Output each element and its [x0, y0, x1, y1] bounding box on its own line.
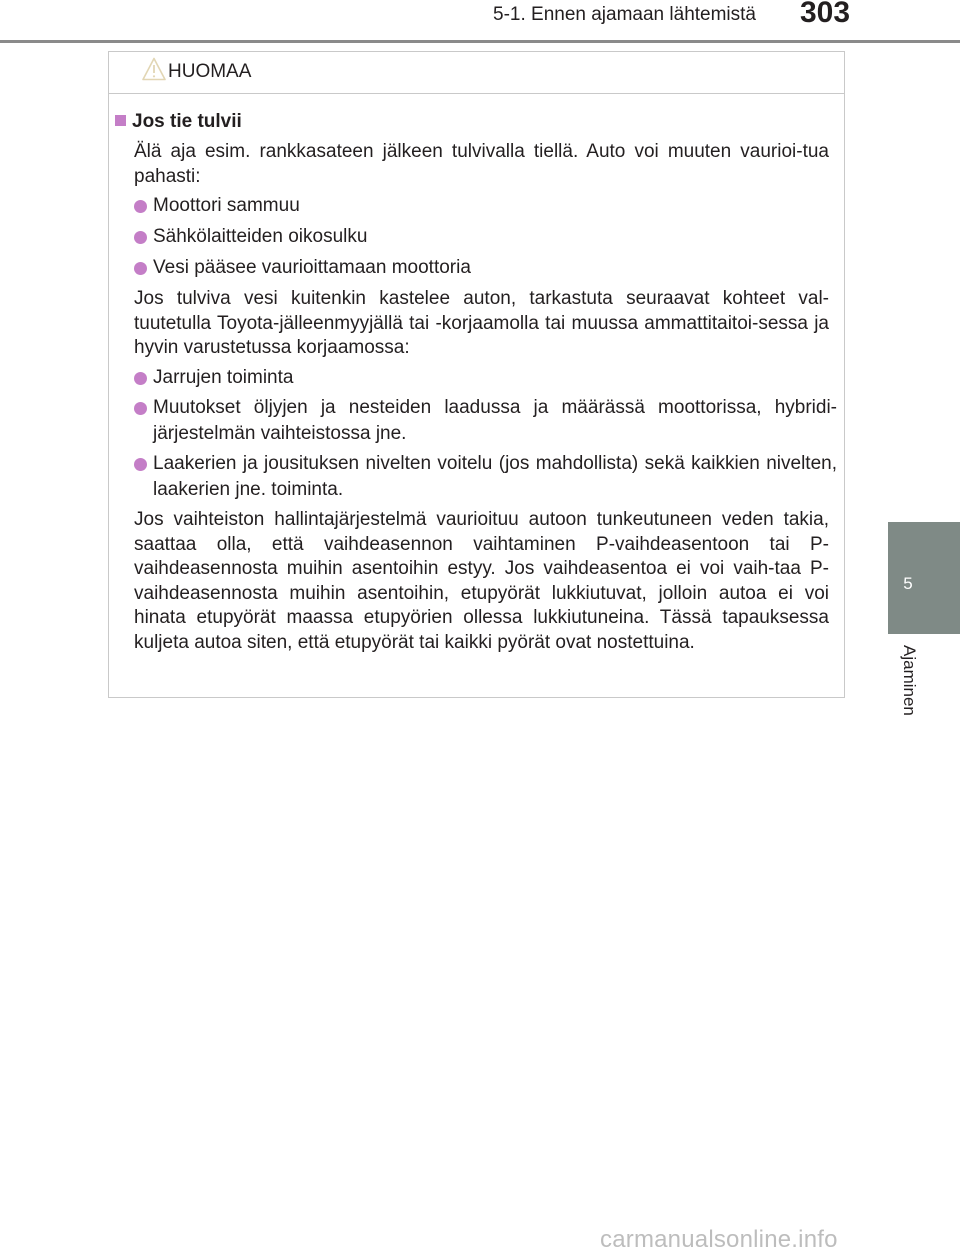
list-item-text: Moottori sammuu [153, 195, 300, 216]
list-item [134, 365, 837, 391]
intro-paragraph: Älä aja esim. rankkasateen jälkeen tulvivalla tiellä. Auto voi muuten vaurioi-tua pahasti: [134, 141, 829, 187]
list-item [134, 224, 837, 250]
list-item [134, 451, 837, 503]
subsection-title: Jos tie tulvii [132, 111, 242, 132]
notice-header [109, 52, 844, 94]
closing-paragraph: Jos vaihteiston hallintajärjestelmä vaurioituu autoon tunkeutuneen veden takia, saattaa olla, että vaihdeasennon vaihtaminen P-vaihdeasentoon tai P-vaihdeasennosta muihin asentoihin estyy. Jos vaihdeasentoa ei voi vaih-taa P-vaihdeasennosta muihin asentoihin, etupyörät lukkiutuvat, jolloin autoa ei voi hinata etupyörät maassa etupyörien ollessa lukkiutuneina. Tässä tapauksessa kuljeta autoa siten, että etupyörät tai kaikki pyörät ovat nostettuina. [134, 509, 829, 653]
list-item [134, 193, 837, 219]
subsection-heading [115, 111, 242, 133]
list-item-text: Jarrujen toiminta [153, 367, 294, 388]
list-item [134, 255, 837, 281]
list-item-text: Vesi pääsee vaurioittamaan moottoria [153, 257, 471, 278]
list-item-text: Muutokset öljyjen ja nesteiden laadussa ja määrässä moottorissa, hybridi-järjestelmän vaihteistossa jne. [153, 397, 837, 444]
page-number: 303 [800, 0, 851, 29]
section-title: 5-1. Ennen ajamaan lähtemistä [493, 4, 756, 25]
chapter-title: Ajaminen [900, 645, 919, 716]
notice-title: HUOMAA [168, 61, 252, 82]
chapter-number: 5 [903, 574, 913, 593]
square-bullet-icon [115, 115, 126, 126]
bullet-dot-icon [134, 200, 147, 213]
bullet-dot-icon [134, 458, 147, 471]
list-item [134, 395, 837, 447]
watermark: carmanualsonline.info [600, 1226, 838, 1253]
list-item-text: Sähkölaitteiden oikosulku [153, 226, 368, 247]
chapter-tab [888, 522, 960, 634]
bullet-dot-icon [134, 231, 147, 244]
bullet-dot-icon [134, 262, 147, 275]
middle-paragraph: Jos tulviva vesi kuitenkin kastelee auton, tarkastuta seuraavat kohteet val-tuutetulla Toyota-jälleenmyyjällä tai -korjaamolla tai muussa ammattitaitoi-sessa ja hyvin varustetussa korjaamossa: [134, 288, 829, 358]
notice-box [108, 51, 845, 698]
list-item-text: Laakerien ja jousituksen nivelten voitelu (jos mahdollista) sekä kaikkien nivelten, laakerien jne. toiminta. [153, 453, 837, 500]
bullet-dot-icon [134, 372, 147, 385]
bullet-dot-icon [134, 402, 147, 415]
warning-triangle-icon [142, 57, 166, 81]
page-header [0, 0, 960, 43]
